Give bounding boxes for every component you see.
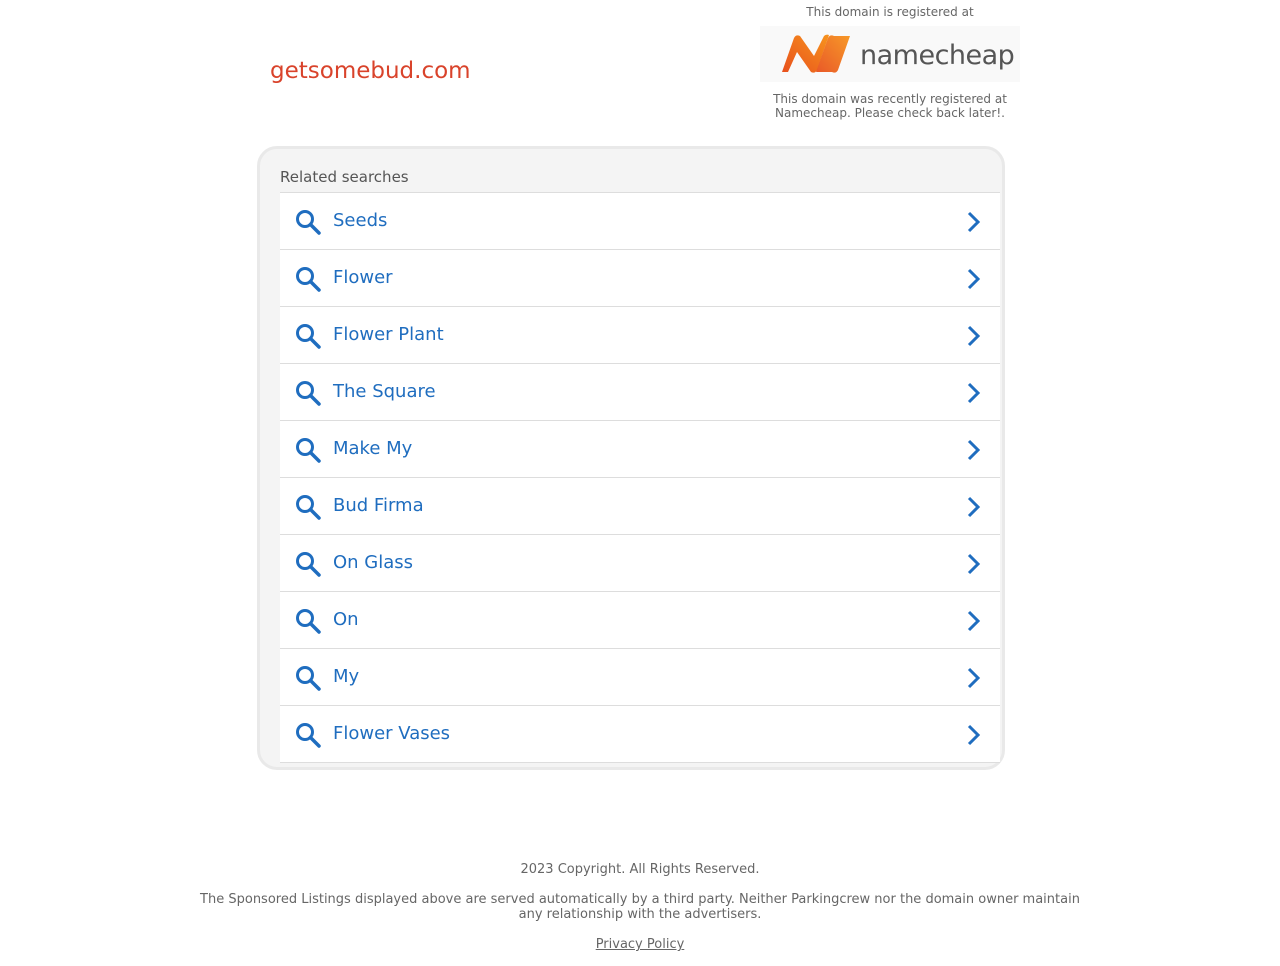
- domain-title: getsomebud.com: [270, 58, 471, 84]
- related-searches-title: Related searches: [280, 168, 409, 186]
- search-icon: [295, 266, 321, 292]
- related-search-label: The Square: [333, 381, 436, 402]
- chevron-right-icon: [964, 267, 984, 291]
- related-search-label: My: [333, 666, 360, 687]
- search-icon: [295, 437, 321, 463]
- footer: [0, 862, 1280, 952]
- search-icon: [295, 494, 321, 520]
- registration-note: This domain was recently registered at Namecheap. Please check back later!.: [773, 92, 1007, 120]
- related-search-item-on[interactable]: [280, 592, 1000, 649]
- related-searches-list: [280, 192, 1000, 763]
- related-search-item-seeds[interactable]: [280, 193, 1000, 250]
- search-icon: [295, 551, 321, 577]
- search-icon: [295, 380, 321, 406]
- search-icon: [295, 608, 321, 634]
- chevron-right-icon: [964, 324, 984, 348]
- chevron-right-icon: [964, 666, 984, 690]
- related-search-item-on-glass[interactable]: [280, 535, 1000, 592]
- related-search-label: Flower Plant: [333, 324, 444, 345]
- chevron-right-icon: [964, 495, 984, 519]
- chevron-right-icon: [964, 381, 984, 405]
- related-search-item-make-my[interactable]: [280, 421, 1000, 478]
- related-search-item-flower[interactable]: [280, 250, 1000, 307]
- chevron-right-icon: [964, 210, 984, 234]
- related-search-item-my[interactable]: [280, 649, 1000, 706]
- registrar-brand-name: namecheap: [860, 40, 1015, 71]
- privacy-policy-link[interactable]: Privacy Policy: [595, 937, 685, 952]
- disclaimer-text: The Sponsored Listings displayed above are served automatically by a third party. Neither Parkingcrew nor the domain owner maintain any relationship with the advertisers.: [200, 892, 1080, 922]
- registrar-logo-link[interactable]: [760, 26, 1020, 82]
- related-search-label: Bud Firma: [333, 495, 424, 516]
- related-search-label: Flower Vases: [333, 723, 451, 744]
- search-icon: [295, 665, 321, 691]
- related-search-item-flower-vases[interactable]: [280, 706, 1000, 763]
- registered-at-text: This domain is registered at: [806, 5, 974, 19]
- related-search-item-the-square[interactable]: [280, 364, 1000, 421]
- related-search-label: Flower: [333, 267, 393, 288]
- namecheap-logo-icon: [780, 34, 852, 74]
- related-search-item-bud-firma[interactable]: [280, 478, 1000, 535]
- search-icon: [295, 323, 321, 349]
- chevron-right-icon: [964, 609, 984, 633]
- related-search-item-flower-plant[interactable]: [280, 307, 1000, 364]
- search-icon: [295, 722, 321, 748]
- chevron-right-icon: [964, 552, 984, 576]
- search-icon: [295, 209, 321, 235]
- chevron-right-icon: [964, 438, 984, 462]
- related-search-label: On Glass: [333, 552, 414, 573]
- related-search-label: On: [333, 609, 359, 630]
- copyright-text: 2023 Copyright. All Rights Reserved.: [520, 862, 760, 877]
- related-search-label: Make My: [333, 438, 413, 459]
- related-search-label: Seeds: [333, 210, 388, 231]
- chevron-right-icon: [964, 723, 984, 747]
